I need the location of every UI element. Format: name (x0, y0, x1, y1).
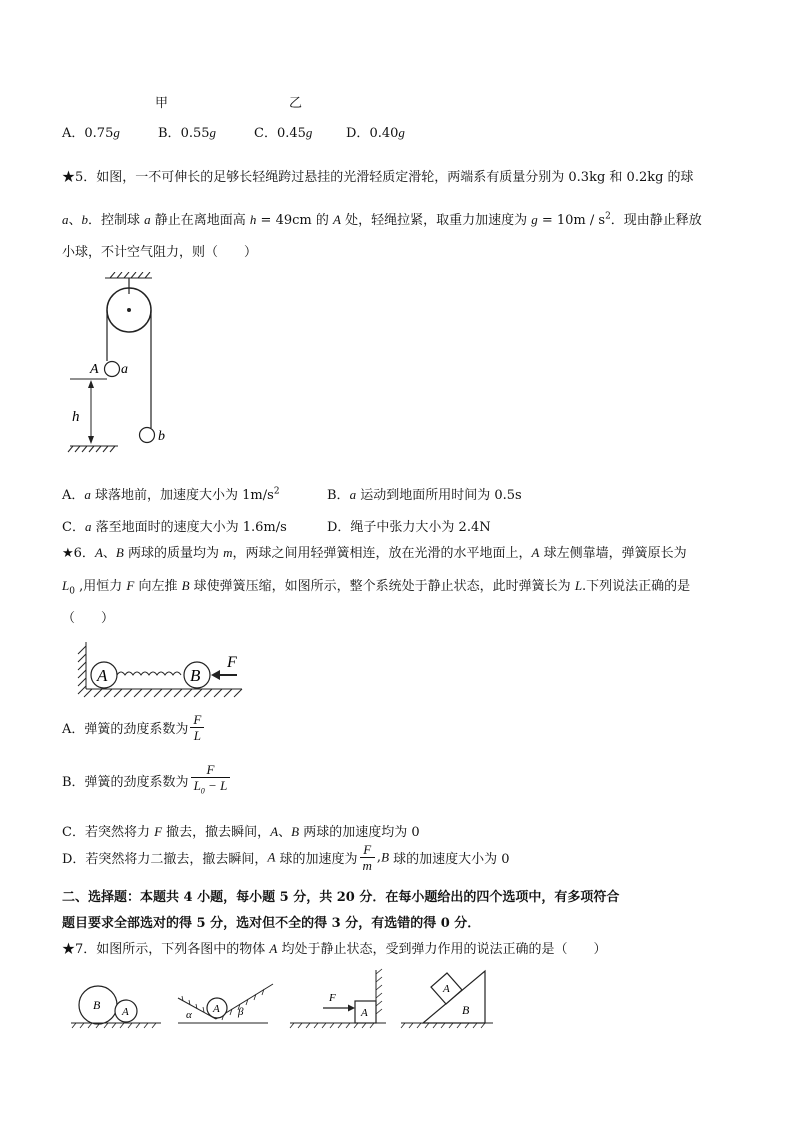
section2-line1: 二、选择题：本题共 4 小题，每小题 5 分，共 20 分．在每小题给出的四个选项中，有多项符合 (62, 890, 620, 905)
fig3-label-F: F (329, 992, 336, 1004)
q5-line2: a、b．控制球 a 静止在离地面高 h = 49cm 的 A 处，轻绳拉紧，取重力加速度为 $g = 10m / s^2$．现由静止释放 (62, 211, 702, 228)
fig4-label-A: A (443, 983, 450, 995)
ball-a (105, 362, 120, 377)
fig2-label-beta: β (238, 1006, 244, 1018)
q6-option-b: B．弹簧的劲度系数为 $\frac{F}{L_0 - L}$ (62, 762, 232, 799)
q4-option-d: D．0.40g (346, 125, 405, 141)
q6-option-d: D．若突然将力二撤去，撤去瞬间，A 球的加速度为 $\frac{F}{m}$ ,B 球的加速度大小为 0 (62, 842, 510, 873)
ball-b (140, 428, 155, 443)
label-h: h (72, 409, 80, 425)
q7-figure-1 (71, 986, 161, 1028)
spring-icon (117, 672, 181, 675)
label-A: A (97, 666, 108, 685)
pulley-figure (60, 272, 190, 462)
q6-option-c: C．若突然将力 F 撤去，撤去瞬间，A、B 两球的加速度均为 0 (62, 824, 420, 840)
fig2-label-A: A (213, 1003, 220, 1015)
q7-figure-4 (401, 971, 493, 1028)
ceiling-hatching (105, 272, 152, 278)
label-jia: 甲 (155, 96, 169, 111)
q7-line: ★7．如图所示，下列各图中的物体 A 均处于静止状态，受到弹力作用的说法正确的是（ ） (62, 941, 607, 957)
q6-line2: $L_0$ ,用恒力 F 向左推 B 球使弹簧压缩，如图所示，整个系统处于静止状态，此时弹簧长为 L.下列说法正确的是 (62, 578, 691, 597)
q6-line3: （ ） (62, 611, 115, 626)
q6-line1: ★6．A、B 两球的质量均为 m，两球之间用轻弹簧相连，放在光滑的水平地面上，A 球左侧靠墙，弹簧原长为 (62, 545, 687, 561)
q5-option-a: A．a 球落地前，加速度大小为 $1m/s^2$ (62, 486, 280, 503)
q7-figure-2 (178, 984, 273, 1023)
label-F: F (227, 654, 237, 671)
fig2-label-alpha: α (186, 1009, 192, 1021)
label-A: A (90, 362, 99, 377)
spring-figure (72, 640, 252, 704)
q4-option-a: A．0.75g (62, 125, 120, 141)
label-b: b (158, 429, 165, 444)
q5-line3: 小球，不计空气阻力，则（ ） (62, 245, 258, 260)
label-a: a (121, 362, 128, 377)
q4-option-b: B．0.55g (158, 125, 217, 141)
q5-option-d: D．绳子中张力大小为 2.4N (327, 520, 491, 535)
fig3-label-A: A (361, 1007, 368, 1019)
ground-hatching (68, 446, 118, 452)
q4-option-c: C．0.45g (254, 125, 313, 141)
q5-option-c: C．a 落至地面时的速度大小为 1.6m/s (62, 519, 287, 535)
label-B: B (190, 666, 201, 685)
fig4-label-B: B (462, 1003, 470, 1017)
q5-line1: ★5．如图，一不可伸长的足够长轻绳跨过悬挂的光滑轻质定滑轮，两端系有质量分别为 0.3kg 和 0.2kg 的球 (62, 170, 694, 185)
q7-figure-3 (290, 969, 386, 1028)
q7-figures (68, 966, 498, 1036)
section2-line2: 题目要求全部选对的得 5 分，选对但不全的得 3 分，有选错的得 0 分． (62, 916, 481, 931)
fig1-label-A: A (122, 1006, 129, 1018)
label-yi: 乙 (289, 96, 303, 111)
q6-option-a: A．弹簧的劲度系数为 $\frac{F}{L}$ (62, 712, 206, 743)
q5-option-b: B．a 运动到地面所用时间为 0.5s (327, 487, 522, 503)
fig1-label-B: B (93, 998, 101, 1012)
